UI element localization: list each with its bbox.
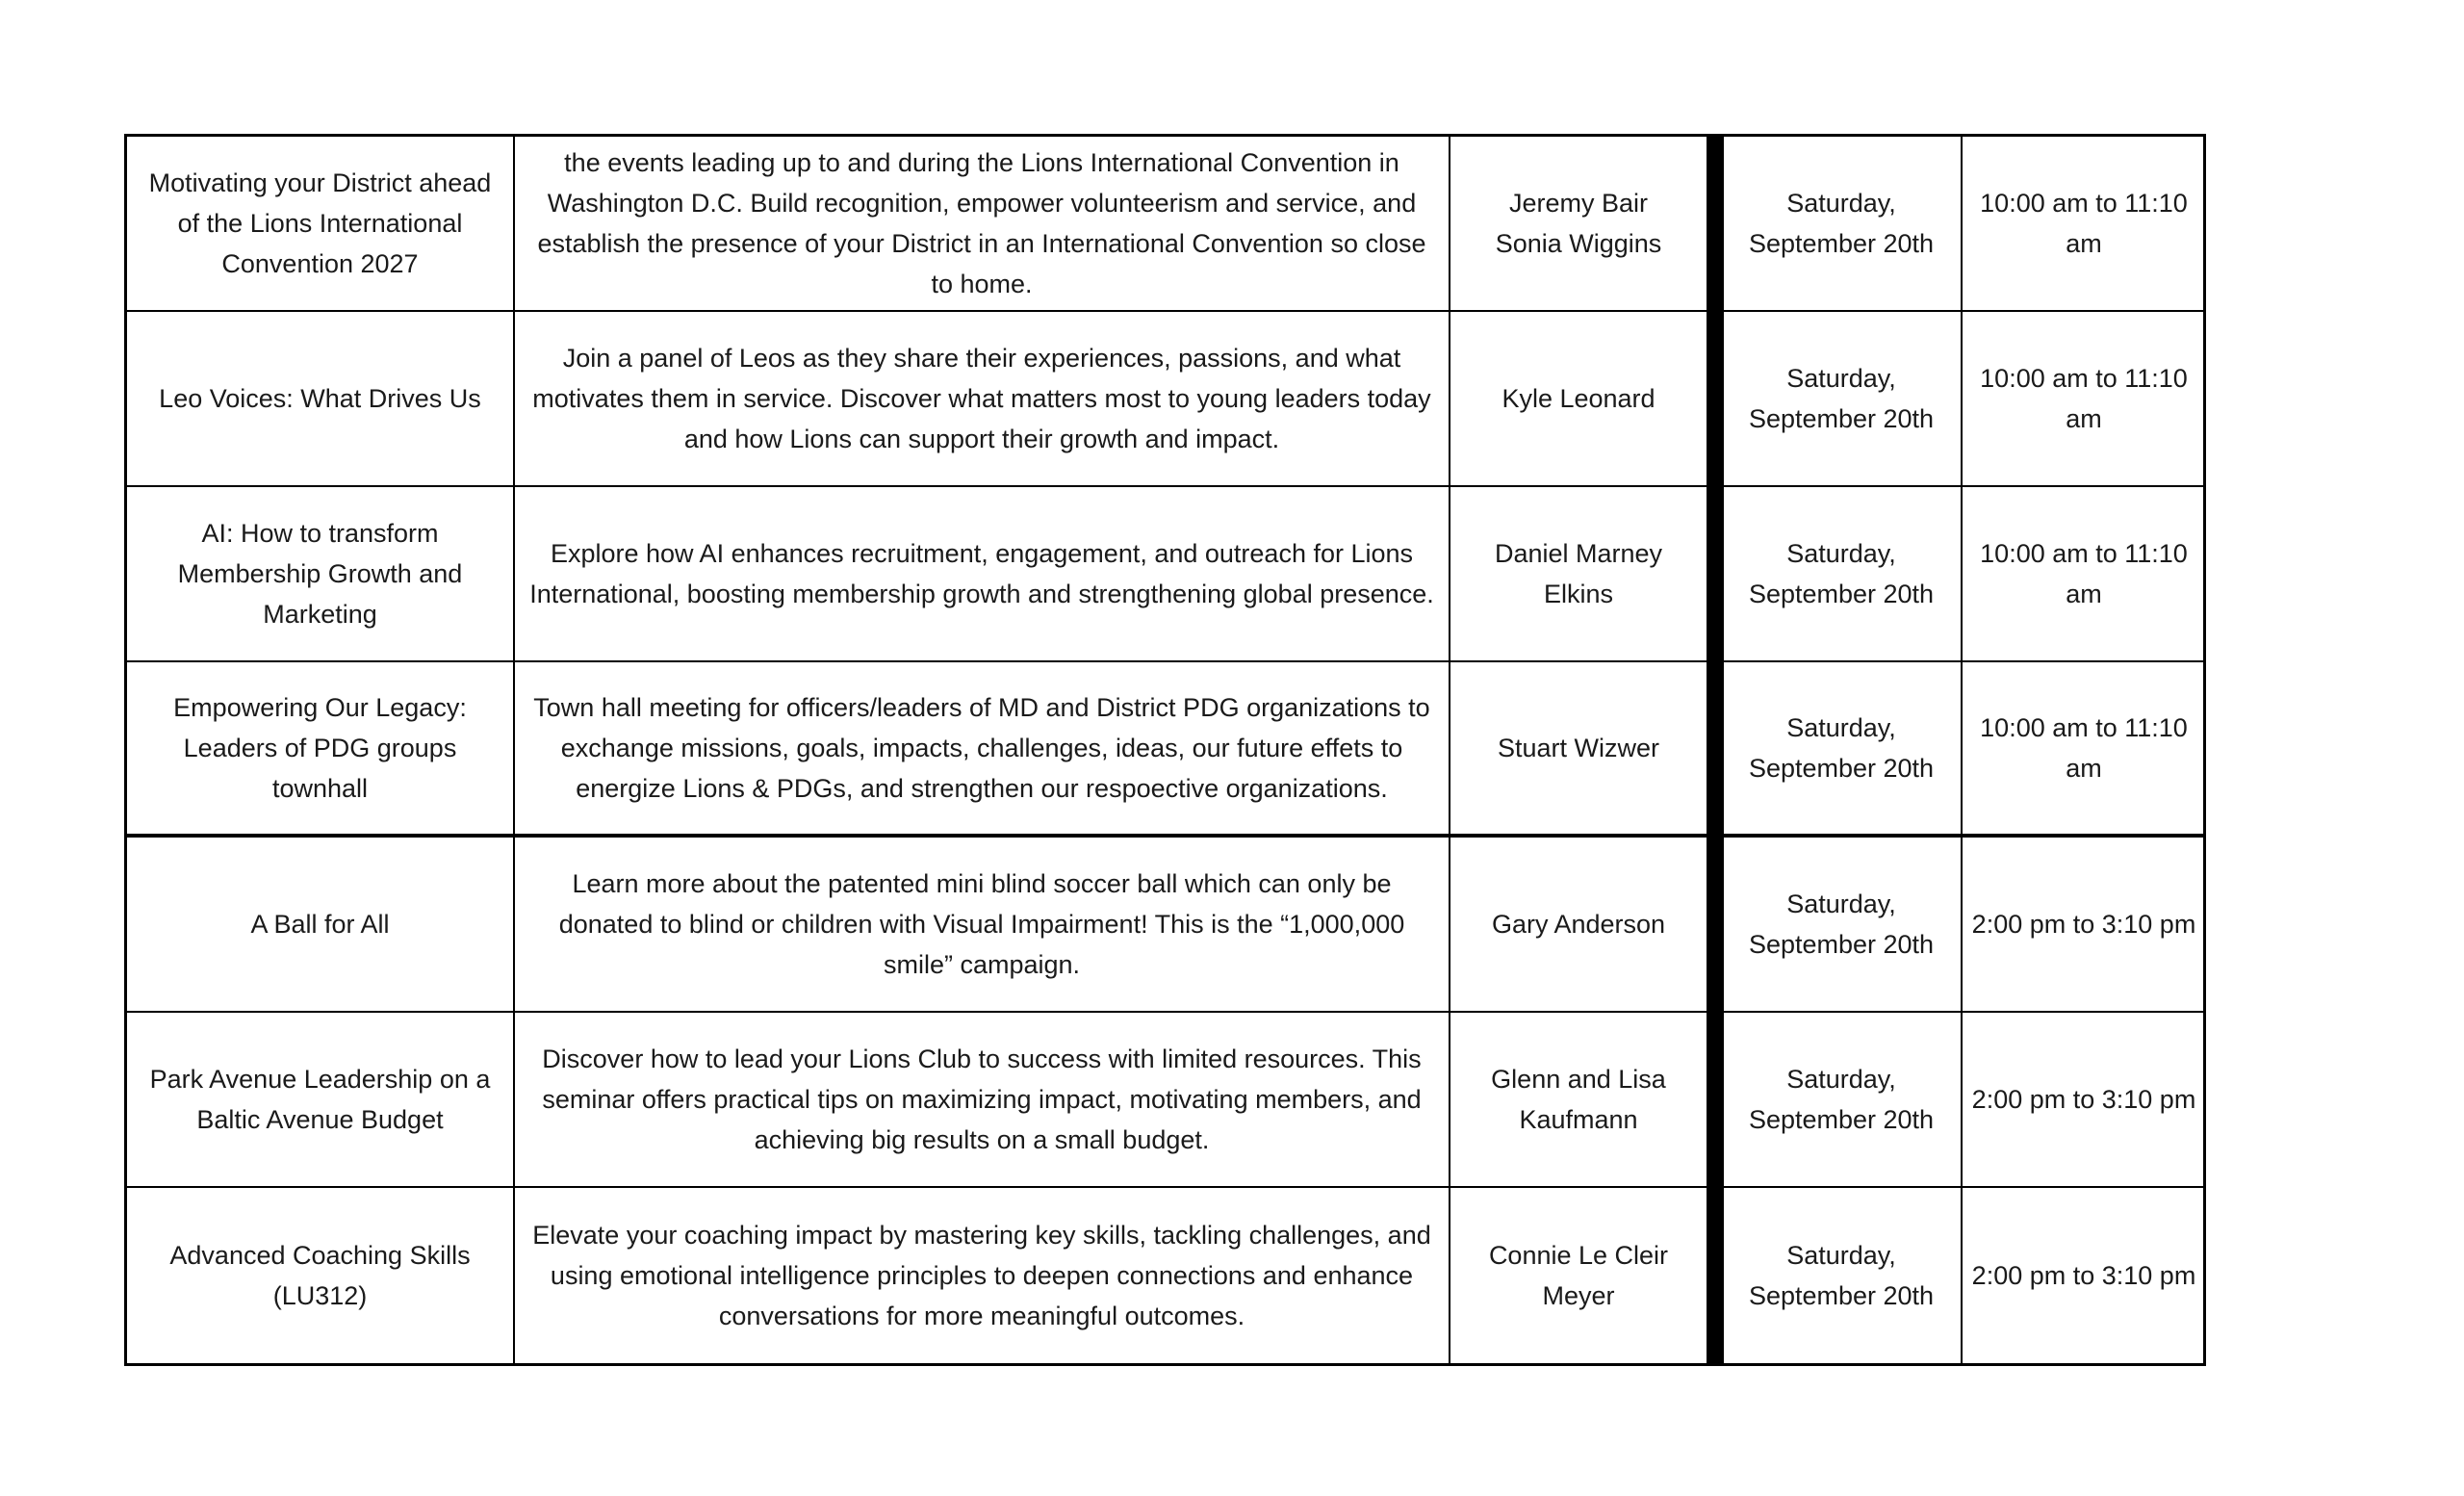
time-cell: 10:00 am to 11:10 am [1963, 662, 2205, 838]
date-cell: Saturday, September 20th [1722, 662, 1963, 838]
session-title-cell: A Ball for All [127, 838, 515, 1013]
session-description-cell: the events leading up to and during the Lions International Convention in Washington D.C. Build recognition, empower volunteerism and service, and establish the presence of your District in an International Convention so close to home. [515, 137, 1450, 312]
time-cell: 10:00 am to 11:10 am [1963, 312, 2205, 487]
session-title-cell: Advanced Coaching Skills (LU312) [127, 1188, 515, 1363]
speaker-cell: Gary Anderson [1450, 838, 1708, 1013]
time-cell: 2:00 pm to 3:10 pm [1971, 1261, 2196, 1290]
date-cell: Saturday, September 20th [1722, 137, 1963, 312]
session-description-cell: Discover how to lead your Lions Club to success with limited resources. This seminar offers practical tips on maximizing impact, motivating members, and achieving big results on a small budget. [515, 1013, 1450, 1188]
date-cell: Saturday, September 20th [1722, 487, 1963, 662]
date-cell: Saturday, September 20th [1722, 1188, 1963, 1363]
session-title-cell: Leo Voices: What Drives Us [127, 312, 515, 487]
speaker-cell: Stuart Wizwer [1450, 662, 1708, 838]
session-schedule-table [124, 134, 2206, 1366]
speaker-cell: Jeremy Bair Sonia Wiggins [1450, 137, 1708, 312]
session-description-cell: Learn more about the patented mini blind soccer ball which can only be donated to blind or children with Visual Impairment! This is the “1,000,000 smile” campaign. [515, 838, 1450, 1013]
session-title-cell: Motivating your District ahead of the Lions International Convention 2027 [127, 137, 515, 312]
session-title-cell: Empowering Our Legacy: Leaders of PDG groups townhall [127, 662, 515, 838]
time-cell: 2:00 pm to 3:10 pm [1963, 1013, 2205, 1188]
session-title-cell: Park Avenue Leadership on a Baltic Avenue Budget [127, 1013, 515, 1188]
speaker-cell: Glenn and Lisa Kaufmann [1450, 1013, 1708, 1188]
date-cell: Saturday, September 20th [1722, 312, 1963, 487]
speaker-cell: Connie Le Cleir Meyer [1450, 1188, 1708, 1363]
time-cell: 10:00 am to 11:10 am [1963, 487, 2205, 662]
session-description-cell: Explore how AI enhances recruitment, engagement, and outreach for Lions International, boosting membership growth and strengthening global presence. [515, 487, 1450, 662]
session-description-cell: Town hall meeting for officers/leaders of MD and District PDG organizations to exchange missions, goals, impacts, challenges, ideas, our future effets to energize Lions & PDGs, and strengthen our respoective organizations. [515, 662, 1450, 838]
date-cell: Saturday, September 20th [1722, 838, 1963, 1013]
date-cell: Saturday, September 20th [1722, 1013, 1963, 1188]
session-description-cell: Join a panel of Leos as they share their experiences, passions, and what motivates them in service. Discover what matters most to young leaders today and how Lions can support their growth and impact. [515, 312, 1450, 487]
time-cell: 10:00 am to 11:10 am [1963, 137, 2205, 312]
session-description-cell: Elevate your coaching impact by mastering key skills, tackling challenges, and using emotional intelligence principles to deepen connections and enhance conversations for more meaningful outcomes. [515, 1188, 1450, 1363]
speaker-cell: Daniel Marney Elkins [1450, 487, 1708, 662]
time-cell: 2:00 pm to 3:10 pm [1963, 838, 2205, 1013]
session-title-cell: AI: How to transform Membership Growth and Marketing [127, 487, 515, 662]
speaker-cell: Kyle Leonard [1450, 312, 1708, 487]
